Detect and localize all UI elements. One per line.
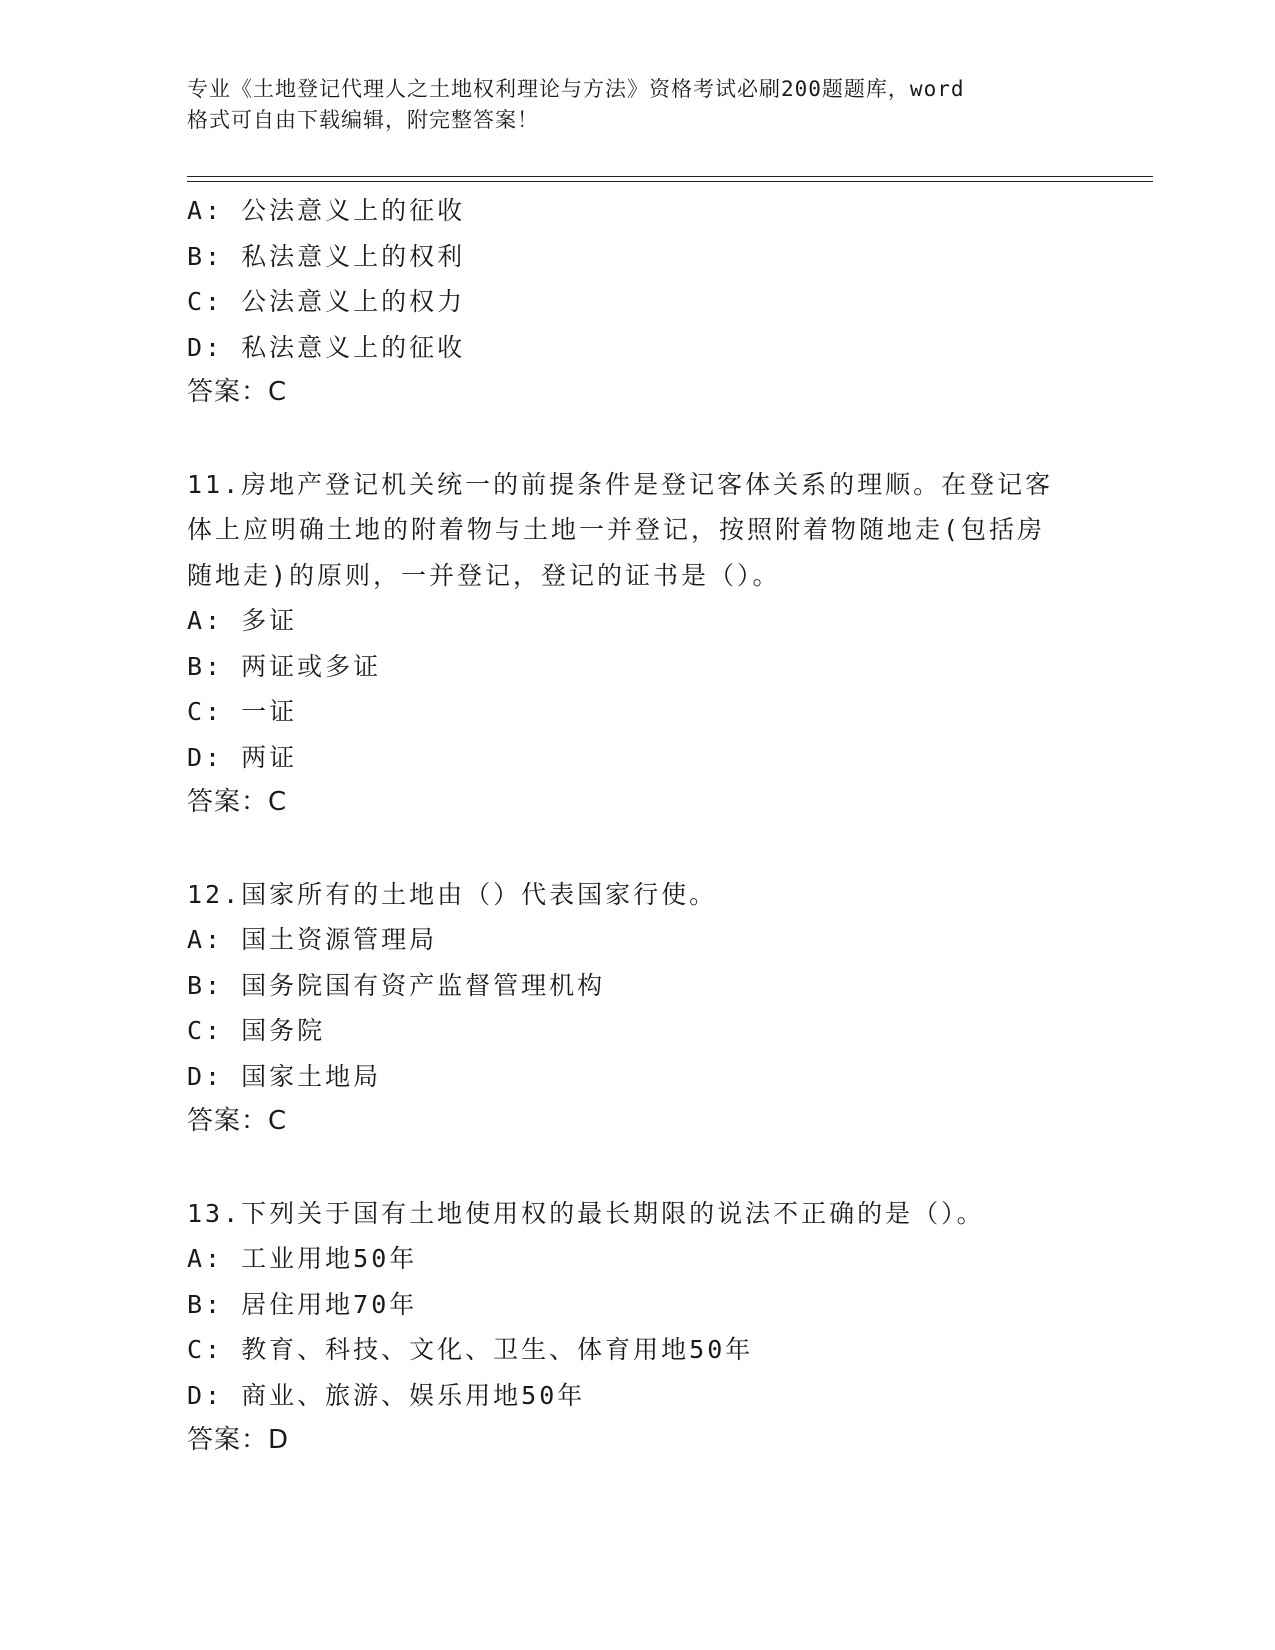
question-list: [187, 188, 1087, 1464]
question-13: [187, 1191, 1087, 1464]
option-c: C: 国务院: [187, 1016, 326, 1045]
spacer: [187, 826, 1087, 872]
spacer: [187, 416, 1087, 462]
option-d: D: 私法意义上的征收: [187, 332, 466, 362]
option-b: B: 国务院国有资产监督管理机构: [187, 970, 606, 1000]
header-title-line-1: 专业《土地登记代理人之土地权利理论与方法》资格考试必刷200题题库，word: [187, 77, 965, 101]
question-11: [187, 462, 1087, 826]
option-a: A: 工业用地50年: [187, 1244, 418, 1273]
option-d: D: 国家土地局: [187, 1061, 382, 1091]
question-stem: 11.房地产登记机关统一的前提条件是登记客体关系的理顺。在登记客体上应明确土地的附着物与土地一并登记，按照附着物随地走(包括房随地走)的原则，一并登记，登记的证书是（）。: [187, 469, 1054, 590]
answer: 答案：D: [187, 1425, 290, 1455]
option-d: D: 商业、旅游、娱乐用地50年: [187, 1380, 586, 1410]
option-a: A: 多证: [187, 606, 298, 635]
spacer: [187, 1145, 1087, 1191]
option-b: B: 两证或多证: [187, 651, 382, 681]
option-d: D: 两证: [187, 742, 298, 772]
option-a: A: 国土资源管理局: [187, 925, 438, 954]
header-divider: [187, 176, 1153, 182]
option-b: B: 私法意义上的权利: [187, 241, 466, 271]
option-c: C: 一证: [187, 697, 298, 726]
option-a: A: 公法意义上的征收: [187, 196, 466, 225]
answer: 答案：C: [187, 1106, 288, 1136]
answer: 答案：C: [187, 787, 288, 817]
option-c: C: 教育、科技、文化、卫生、体育用地50年: [187, 1335, 754, 1364]
option-b: B: 居住用地70年: [187, 1289, 418, 1319]
question-10: [187, 188, 1087, 416]
header-title-line-2: 格式可自由下载编辑，附完整答案！: [187, 108, 539, 132]
question-stem: 13.下列关于国有土地使用权的最长期限的说法不正确的是（）。: [187, 1198, 985, 1228]
answer: 答案：C: [187, 377, 288, 407]
document-header: [187, 74, 1067, 136]
question-stem: 12.国家所有的土地由（）代表国家行使。: [187, 879, 718, 909]
question-12: [187, 872, 1087, 1145]
option-c: C: 公法意义上的权力: [187, 287, 466, 316]
